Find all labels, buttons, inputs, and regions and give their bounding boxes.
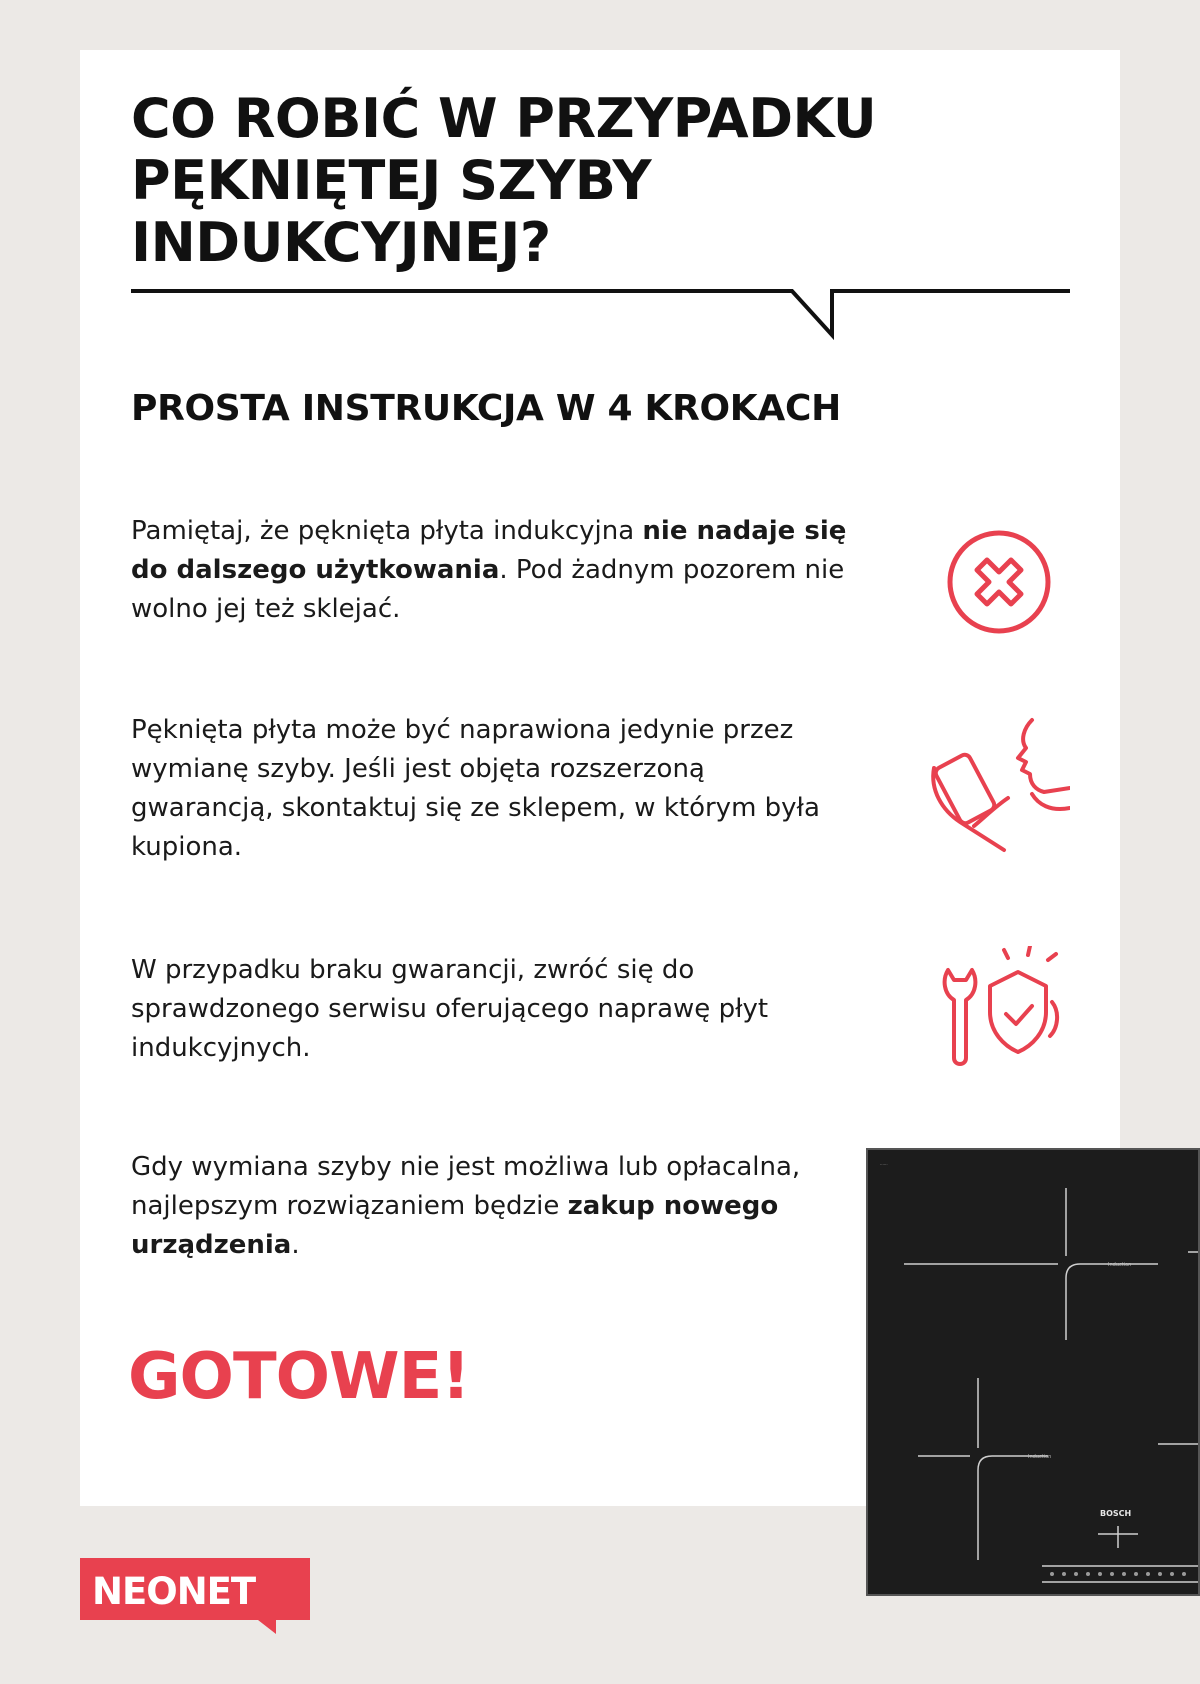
speech-bubble-underline [80, 50, 1120, 350]
svg-text:BOSCH: BOSCH [1100, 1509, 1132, 1518]
induction-cooktop-image [866, 1148, 1200, 1596]
subtitle: PROSTA INSTRUKCJA W 4 KROKACH [131, 388, 841, 429]
step-2-text: Pęknięta płyta może być naprawiona jedynie przez wymianę szyby. Jeśli jest objęta rozszerzoną gwarancją, skontaktuj się ze sklepem, w którym była kupiona. [131, 715, 820, 862]
step-1-text: Pamiętaj, że pęknięta płyta indukcyjna nie nadaje się do dalszego użytkowania. Pod żadnym pozorem nie wolno jej też sklejać. [131, 516, 847, 624]
step-4-text: Gdy wymiana szyby nie jest możliwa lub opłacalna, najlepszym rozwiązaniem będzie zakup nowego urządzenia. [131, 1152, 801, 1260]
x-circle-icon [944, 527, 1054, 637]
service-shield-icon [936, 946, 1066, 1072]
done-heading: GOTOWE! [128, 1340, 470, 1414]
page-title: CO ROBIĆ W PRZYPADKU PĘKNIĘTEJ SZYBY INDUKCYJNEJ? [131, 87, 877, 274]
step-3-text: W przypadku braku gwarancji, zwróć się do sprawdzonego serwisu oferującego naprawę płyt indukcyjnych. [131, 955, 769, 1063]
svg-text:······: ······ [880, 1162, 888, 1167]
phone-call-icon [920, 710, 1070, 860]
svg-text:NEONET: NEONET [92, 1570, 256, 1613]
svg-text:Induction: Induction [1028, 1454, 1052, 1460]
svg-text:Induction: Induction [1108, 1262, 1132, 1268]
neonet-logo [80, 1558, 310, 1638]
